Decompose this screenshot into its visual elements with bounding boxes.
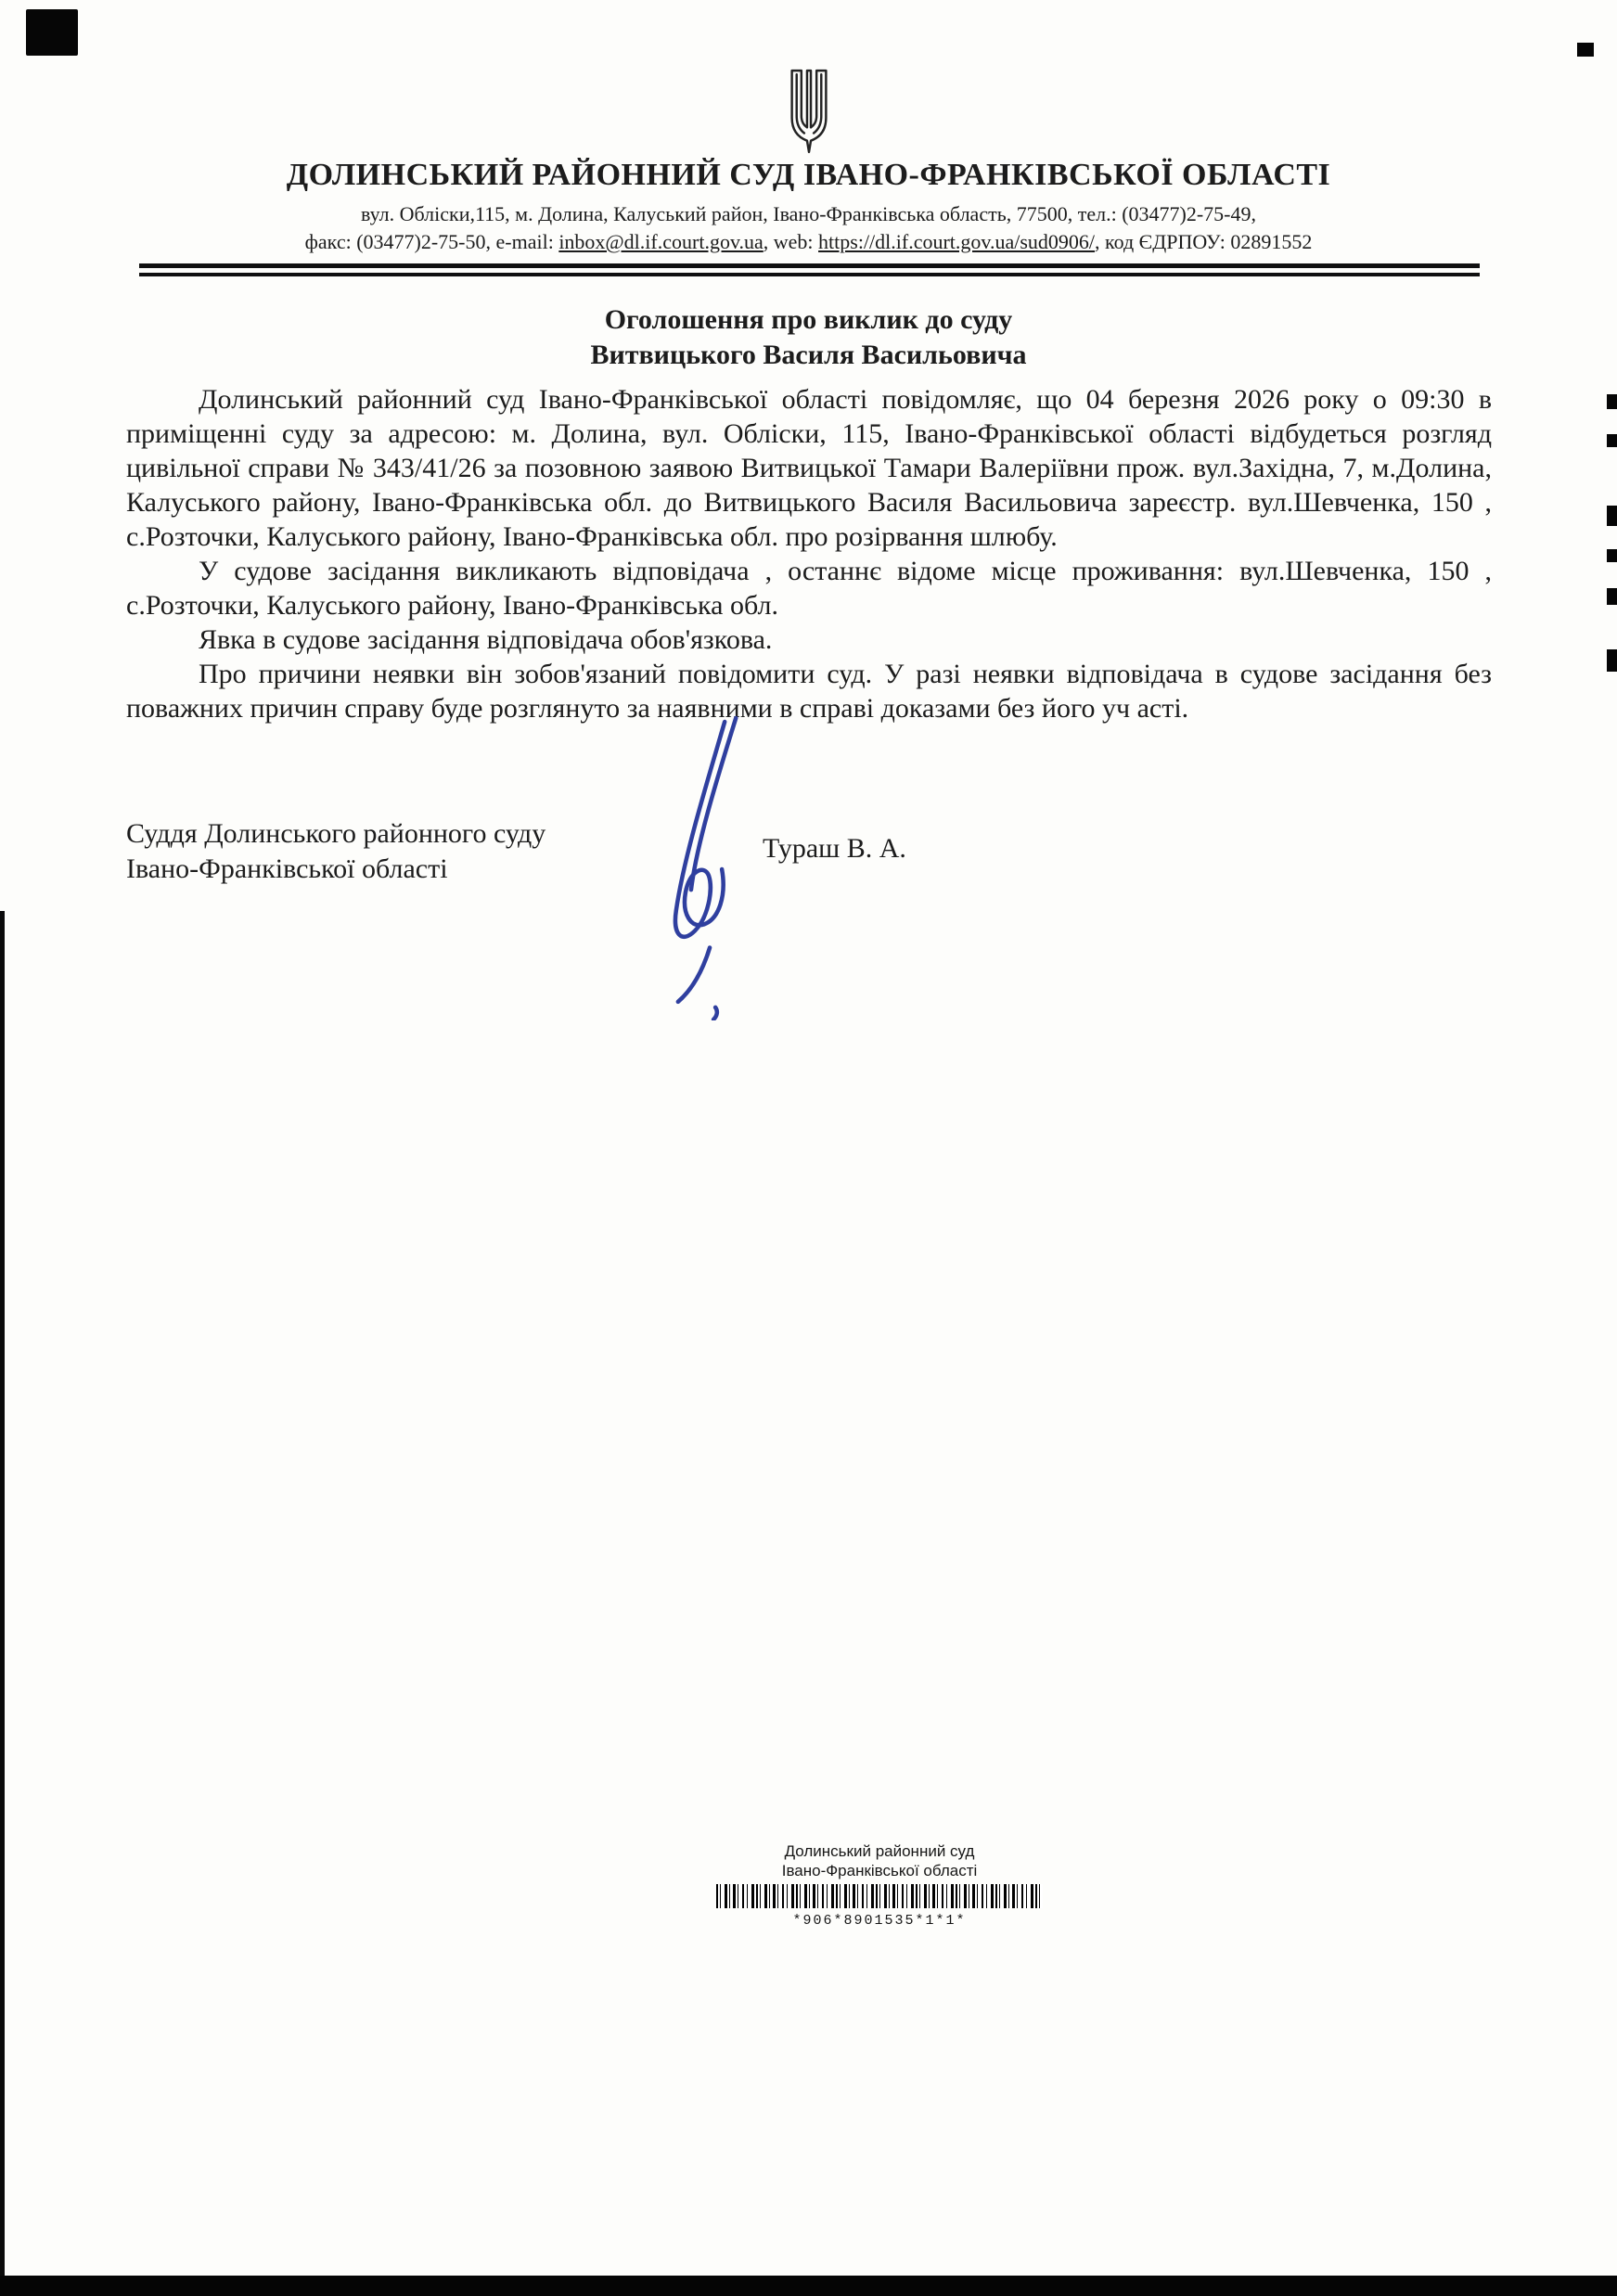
judge-title-line-1: Суддя Долинського районного суду: [126, 818, 546, 849]
scan-artifact-edge-mark: [1607, 649, 1617, 672]
barcode-text: *906*8901535*1*1*: [792, 1913, 967, 1929]
title-line-2: Витвицького Василя Васильовича: [590, 340, 1027, 370]
scan-artifact-bottom-bar: [0, 2276, 1617, 2296]
court-name: ДОЛИНСЬКИЙ РАЙОННИЙ СУД ІВАНО-ФРАНКІВСЬКОЇ ОБЛАСТІ: [286, 158, 1331, 192]
scan-artifact-top-left: [26, 9, 78, 56]
scan-artifact-edge-mark: [1607, 394, 1617, 409]
scan-artifact-edge-mark: [1607, 434, 1617, 447]
signature-stroke: [678, 948, 710, 1002]
body-paragraph: Про причини неявки він зобов'язаний повідомити суд. У разі неявки відповідача в судове засідання без поважних причин справу буде розглянуто за наявними в справі доказами без його уч асті.: [126, 659, 1492, 724]
contact-prefix: факс: (03477)2-75-50, e-mail:: [304, 230, 559, 253]
scan-artifact-edge-mark: [1607, 588, 1617, 605]
scan-artifact-edge-mark: [1607, 506, 1617, 526]
scan-artifact-left-edge-line: [0, 911, 5, 2296]
scan-artifact-edge-mark: [1607, 549, 1617, 562]
handwritten-signature: [603, 712, 798, 1020]
body-paragraph: Явка в судове засідання відповідача обов'язкова.: [199, 624, 773, 655]
contact-suffix: , код ЄДРПОУ: 02891552: [1095, 230, 1313, 253]
court-contact-line: [0, 230, 1617, 254]
document-barcode: [716, 1884, 1043, 1908]
contact-mid: , web:: [763, 230, 819, 253]
judge-block: [126, 816, 545, 887]
registration-stamp: [714, 1841, 1045, 1930]
judge-name: Тураш В. А.: [763, 833, 906, 864]
document-body: [126, 382, 1492, 725]
title-line-1: Оголошення про виклик до суду: [604, 304, 1013, 335]
web-link: https://dl.if.court.gov.ua/sud0906/: [818, 230, 1096, 253]
email-link: inbox@dl.if.court.gov.ua: [558, 230, 764, 253]
document-title: [0, 302, 1617, 373]
stamp-court-line-1: Долинський районний суд: [784, 1842, 975, 1860]
ukraine-trident-emblem: [773, 65, 845, 160]
scan-artifact-top-right: [1577, 43, 1594, 57]
stamp-court-line-2: Івано-Франківської області: [781, 1862, 978, 1879]
header-double-rule: [139, 263, 1480, 276]
body-paragraph: Долинський районний суд Івано-Франківської області повідомляє, що 04 березня 2026 року о 09:30 в приміщенні суду за адресою: м. Долина, вул. Обліски, 115, Івано-Франківської області відбудеться розгляд цивільної справи № 343/41/26 за позовною заявою Витвицької Тамари Валеріївни прож. вул.Західна, 7, м.Долина, Калуського району, Івано-Франківська обл. до Витвицького Василя Васильовича зареєстр. вул.Шевченка, 150 , с.Розточки, Калуського району, Івано-Франківська обл. про розірвання шлюбу.: [126, 384, 1492, 552]
signature-stroke: [713, 1007, 717, 1020]
body-paragraph: У судове засідання викликають відповідача , останнє відоме місце проживання: вул.Шевченка, 150 , с.Розточки, Калуського району, Івано-Франківська обл.: [126, 556, 1492, 621]
signature-stroke: [675, 722, 725, 937]
judge-title-line-2: Івано-Франківської області: [126, 853, 448, 884]
signature-stroke: [691, 718, 736, 890]
court-address-line: вул. Обліски,115, м. Долина, Калуський район, Івано-Франківська область, 77500, тел.: (03477)2-75-49,: [360, 202, 1257, 225]
